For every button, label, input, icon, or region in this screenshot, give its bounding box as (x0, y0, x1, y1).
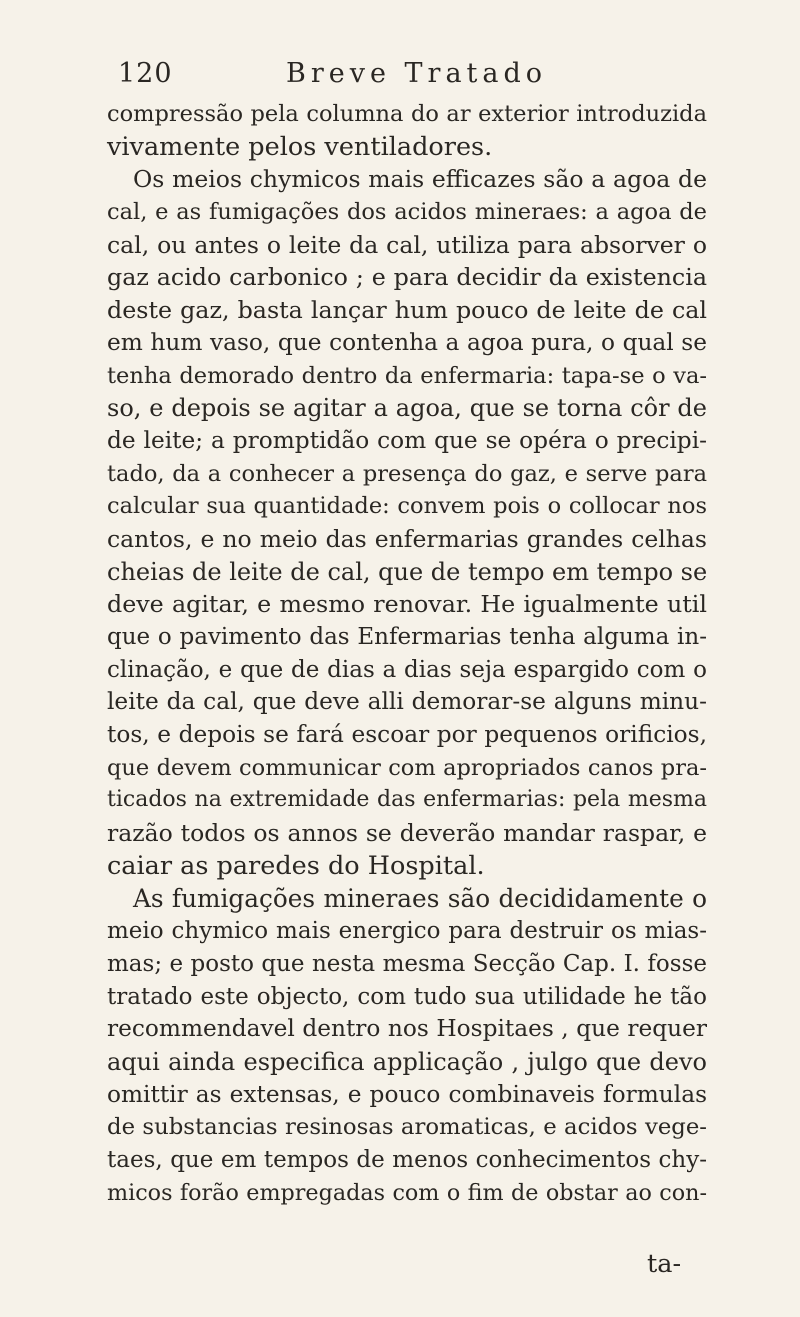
text-line: calcular sua quantidade: convem pois o collocar nos (107, 493, 707, 520)
text-line: leite da cal, que deve alli demorar-se alguns minu- (107, 688, 707, 716)
text-line: taes, que em tempos de menos conhecimentos chy- (107, 1147, 707, 1173)
text-line: que devem communicar com apropriados canos pra- (107, 754, 707, 781)
text-line: Os meios chymicos mais efficazes são a agoa de (133, 165, 707, 194)
catchword: ta- (647, 1249, 682, 1279)
text-line: As fumigações mineraes são decididamente o (133, 883, 707, 913)
text-line: ticados na extremidade das enfermarias: pela mesma (107, 787, 707, 813)
text-line: caiar as paredes do Hospital. (107, 850, 485, 881)
text-line: omittir as extensas, e pouco combinaveis formulas (107, 1080, 707, 1108)
text-line: so, e depois se agitar a agoa, que se torna côr de (107, 394, 707, 423)
text-line: de leite; a promptidão com que se opéra o precipi- (107, 426, 707, 454)
text-line: tenha demorado dentro da enfermaria: tapa-se o va- (107, 362, 707, 389)
text-line: em hum vaso, que contenha a agoa pura, o qual se (107, 328, 707, 356)
text-line: deve agitar, e mesmo renovar. He igualmente util (107, 590, 707, 619)
text-line: recommendavel dentro nos Hospitaes , que requer (107, 1015, 707, 1043)
text-line: clinação, e que de dias a dias seja espargido com o (107, 656, 707, 683)
text-line: aqui ainda especifica applicação , julgo que devo (107, 1047, 707, 1076)
text-line: meio chymico mais energico para destruir os mias- (107, 918, 707, 945)
text-line: cal, ou antes o leite da cal, utiliza para absorver o (107, 230, 707, 259)
text-line: compressão pela columna do ar exterior introduzida (107, 101, 707, 127)
text-line: razão todos os annos se deverão mandar raspar, e (107, 819, 707, 848)
running-title: Breve Tratado (286, 58, 548, 89)
text-line: tratado este objecto, com tudo sua utilidade he tão (107, 983, 707, 1010)
text-line: tado, da a conhecer a presença do gaz, e serve para (107, 460, 707, 487)
page-number: 120 (118, 58, 173, 89)
text-line: tos, e depois se fará escoar por pequenos orificios, (107, 721, 707, 749)
text-line: que o pavimento das Enfermarias tenha alguma in- (107, 624, 707, 650)
page-header (118, 58, 678, 94)
text-line: deste gaz, basta lançar hum pouco de leite de cal (107, 296, 707, 325)
text-line: gaz acido carbonico ; e para decidir da existencia (107, 263, 707, 292)
body-text (107, 98, 707, 1209)
text-line: micos forão empregadas com o fim de obstar ao con- (107, 1179, 707, 1206)
text-line: vivamente pelos ventiladores. (107, 131, 493, 162)
text-line: de substancias resinosas aromaticas, e acidos vege- (107, 1114, 707, 1141)
text-line: cal, e as fumigações dos acidos mineraes: a agoa de (107, 199, 707, 226)
text-line: cheias de leite de cal, que de tempo em tempo se (107, 557, 708, 586)
text-line: cantos, e no meio das enfermarias grandes celhas (107, 524, 707, 553)
text-line: mas; e posto que nesta mesma Secção Cap. I. fosse (107, 950, 707, 977)
